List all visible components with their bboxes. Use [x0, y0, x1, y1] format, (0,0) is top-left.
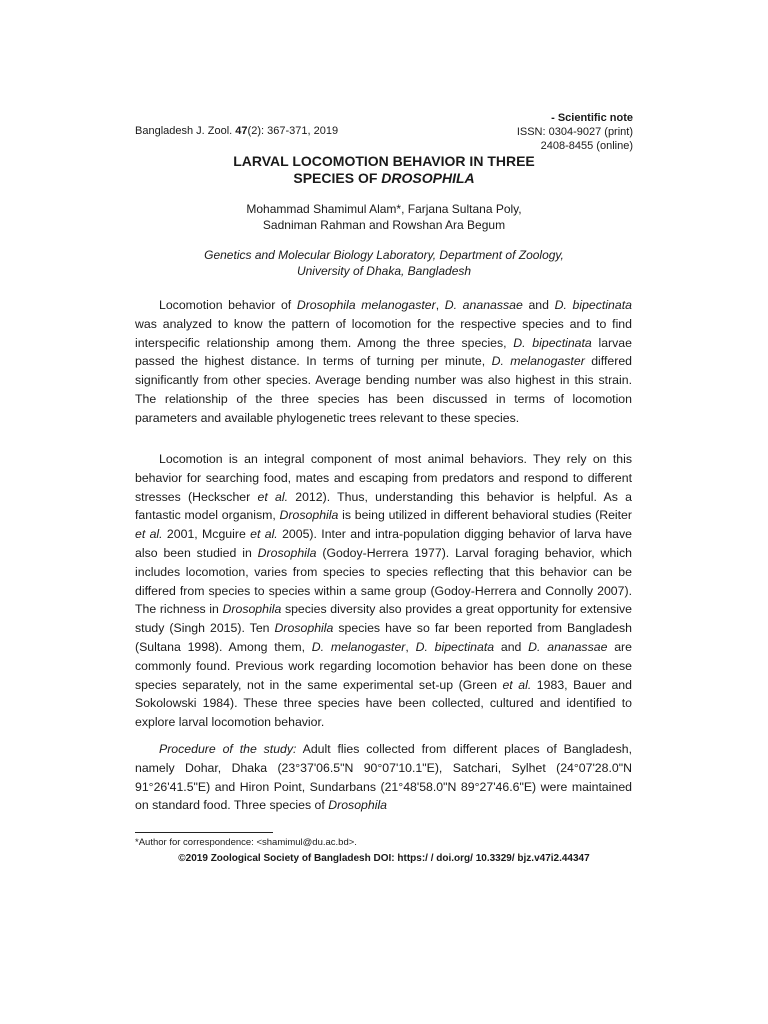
italic-run: Drosophila: [222, 602, 282, 617]
procedure-paragraph: [135, 740, 632, 815]
text-run: and: [522, 298, 555, 312]
italic-run: Drosophila: [279, 508, 339, 523]
footnote-divider: [135, 832, 273, 833]
italic-run: D. ananassae: [528, 639, 608, 654]
italic-run: D. melanogaster: [491, 354, 585, 369]
text-run: Locomotion behavior of: [159, 298, 297, 312]
authors-line-1: Mohammad Shamimul Alam*, Farjana Sultana Poly,: [246, 202, 522, 216]
text-run: was analyzed to know the pattern of locomotion for the respective species and to find interspecific relationship among them. Among the three species,: [135, 316, 632, 350]
intro-paragraph: [135, 450, 632, 732]
correspondence-footnote: *Author for correspondence: <shamimul@du.ac.bd>.: [135, 837, 357, 848]
title-line-1: LARVAL LOCOMOTION BEHAVIOR IN THREE: [233, 153, 535, 169]
journal-citation: [135, 125, 338, 137]
article-title: [0, 153, 768, 187]
affiliation-line-2: University of Dhaka, Bangladesh: [296, 264, 472, 278]
text-run: (Godoy-Herrera 1977). Larval foraging behavior, which includes locomotion, varies from species to species reflecting that this behavior can be differed from species to species within a same group (Godoy-Herrera and Connolly 2007). The richness in: [135, 545, 632, 617]
italic-run: Procedure of the study:: [159, 741, 297, 756]
text-run: 1983, Bauer and Sokolowski 1984). These three species have been collected, cultured and identified to explore larval locomotion behavior.: [135, 677, 632, 730]
text-run: ,: [435, 298, 445, 312]
authors-line-2: Sadniman Rahman and Rowshan Ara Begum: [262, 218, 506, 232]
text-run: Locomotion is an integral component of most animal behaviors. They rely on this behavior for searching food, mates and escaping from predators and respond to different stresses (Heckscher: [135, 452, 632, 504]
affiliation-line-1: Genetics and Molecular Biology Laboratory, Department of Zoology,: [204, 248, 564, 262]
italic-run: D. melanogaster: [311, 639, 406, 654]
italic-run: D. bipectinata: [513, 335, 592, 350]
italic-run: et al.: [502, 677, 532, 692]
text-run: are commonly found. Previous work regarding locomotion behavior has been done on these species separately, not in the same experimental set-up (Green: [135, 639, 632, 692]
title-line-2: [0, 170, 768, 187]
italic-run: et al.: [257, 489, 288, 504]
text-run: Adult flies collected from different places of Bangladesh, namely Dohar, Dhaka (23°37'06.5"N 90°07'10.1"E), Satchari, Sylhet (24°07'28.0"N 91°26'41.5"E) and Hiron Point, Sundarbans (21°48'58.0"N 89°27'46.6"E) were maintained on standard food. Three species of: [135, 741, 632, 813]
italic-run: et al.: [135, 527, 163, 542]
abstract-block: [135, 296, 632, 436]
italic-run: et al.: [250, 527, 278, 542]
italic-run: Drosophila: [328, 798, 388, 813]
title-line-2-prefix: SPECIES OF: [293, 170, 382, 186]
affiliation: [0, 247, 768, 279]
text-run: larvae passed the highest distance. In terms of turning per minute,: [135, 335, 632, 369]
copyright-doi-line: ©2019 Zoological Society of Bangladesh DOI: https:/ / doi.org/ 10.3329/ bjz.v47i2.44347: [178, 853, 590, 864]
text-run: is being utilized in different behavioral studies (Reiter: [338, 508, 632, 523]
italic-run: Drosophila: [257, 545, 317, 560]
issn-print: ISSN: 0304-9027 (print): [516, 126, 633, 138]
citation-suffix: (2): 367-371, 2019: [247, 125, 339, 137]
italic-run: D. bipectinata: [415, 639, 495, 654]
title-genus: DROSOPHILA: [381, 170, 475, 186]
text-run: species diversity also provides a great opportunity for extensive study (Singh 2015). Ten: [135, 602, 632, 636]
text-run: differed significantly from other species. Average bending number was also highest in this strain. The relationship of the three species has been discussed in terms of locomotion parameters and available phylogenetic trees relevant to these species.: [135, 354, 632, 425]
abstract-paragraph: [135, 296, 632, 428]
italic-run: D. ananassae: [444, 298, 523, 312]
text-run: 2005). Inter and intra-population digging behavior of larva have also been studied in: [135, 527, 632, 560]
italic-run: D. bipectinata: [554, 298, 632, 312]
text-run: and: [494, 639, 529, 654]
citation-volume: 47: [235, 125, 248, 137]
article-type-note: - Scientific note: [551, 112, 633, 124]
text-run: species have so far been reported from Bangladesh (Sultana 1998). Among them,: [135, 621, 632, 654]
text-run: ,: [405, 639, 416, 654]
text-run: 2001, Mcguire: [162, 527, 251, 542]
text-run: 2012). Thus, understanding this behavior is helpful. As a fantastic model organism,: [135, 489, 632, 523]
issn-online: 2408-8455 (online): [540, 140, 633, 152]
issn-block: [517, 125, 633, 153]
italic-run: Drosophila: [274, 621, 334, 636]
italic-run: Drosophila melanogaster: [296, 298, 436, 312]
main-text: [135, 450, 632, 823]
citation-prefix: Bangladesh J. Zool.: [135, 125, 236, 137]
author-list: [0, 201, 768, 233]
